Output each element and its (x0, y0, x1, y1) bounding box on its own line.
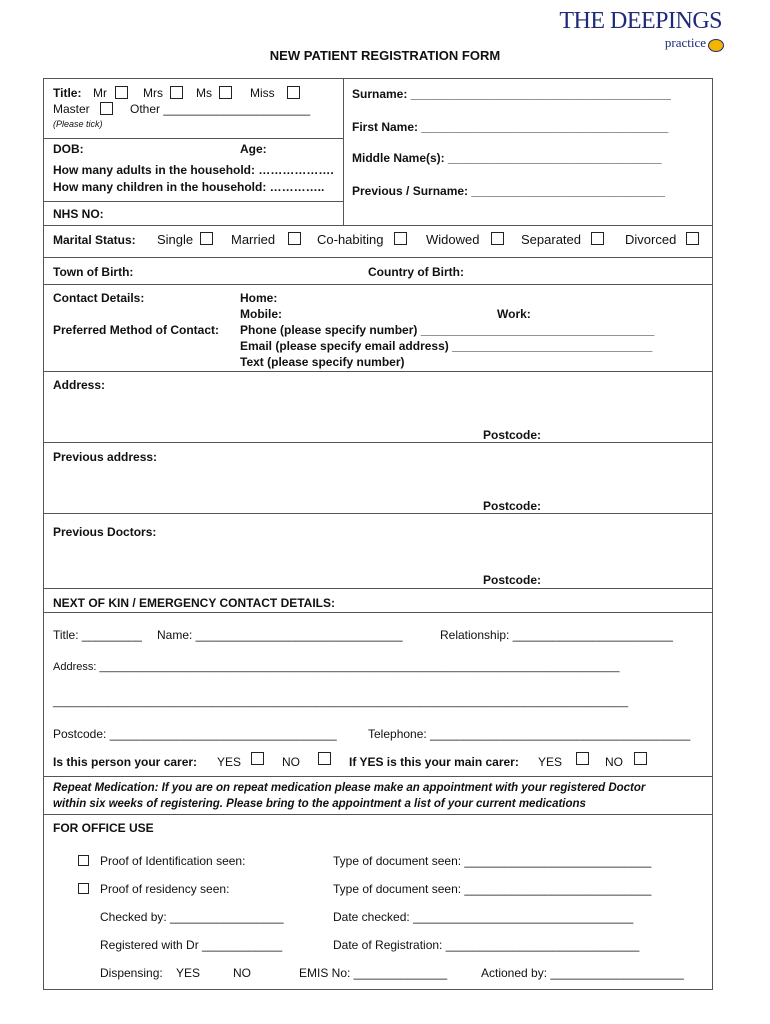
type-document-field-2[interactable]: Type of document seen: ____________________________ (333, 882, 652, 896)
country-of-birth-field[interactable]: Country of Birth: (368, 265, 464, 279)
marital-cohabiting-label: Co-habiting (317, 232, 384, 247)
nhs-no-field[interactable]: NHS NO: (53, 207, 104, 221)
main-carer-no-label: NO (605, 755, 623, 769)
previous-postcode-field[interactable]: Postcode: (483, 499, 542, 513)
marital-separated-label: Separated (521, 232, 581, 247)
title-miss-checkbox[interactable] (287, 86, 300, 99)
divider (43, 225, 713, 226)
dispensing-no-option[interactable]: NO (233, 966, 251, 980)
please-tick-note: (Please tick) (53, 119, 103, 129)
actioned-by-field[interactable]: Actioned by: ____________________ (481, 966, 684, 980)
proof-residency-checkbox[interactable] (78, 883, 89, 894)
proof-residency-label: Proof of residency seen: (100, 882, 230, 896)
divider (43, 257, 713, 258)
next-of-kin-heading: NEXT OF KIN / EMERGENCY CONTACT DETAILS: (53, 596, 336, 610)
repeat-medication-line1: Repeat Medication: If you are on repeat medication please make an appointment with your registered Doctor (53, 782, 646, 794)
nok-title-field[interactable]: Title: _________ (53, 628, 142, 642)
title-miss-label: Miss (250, 86, 275, 100)
title-label: Title: (53, 86, 82, 100)
divider (43, 776, 713, 777)
town-of-birth-field[interactable]: Town of Birth: (53, 265, 134, 279)
marital-divorced-checkbox[interactable] (686, 232, 699, 245)
nok-name-field[interactable]: Name: _______________________________ (157, 628, 403, 642)
divider (43, 513, 713, 514)
surname-field[interactable]: Surname: _______________________________________ (352, 87, 671, 101)
address-field[interactable]: Address: (53, 378, 106, 392)
title-mr-label: Mr (93, 86, 107, 100)
repeat-medication-line2: within six weeks of registering. Please bring to the appointment a list of your current medications (53, 798, 586, 810)
main-carer-no-checkbox[interactable] (634, 752, 647, 765)
previous-surname-field[interactable]: Previous / Surname: _____________________________ (352, 184, 665, 198)
office-use-heading: FOR OFFICE USE (53, 821, 154, 835)
carer-yes-label: YES (217, 755, 242, 769)
first-name-field[interactable]: First Name: _____________________________________ (352, 120, 669, 134)
nok-relationship-field[interactable]: Relationship: ________________________ (440, 628, 673, 642)
address-postcode-field[interactable]: Postcode: (483, 428, 542, 442)
practice-logo (528, 8, 728, 48)
divider (43, 588, 713, 589)
nok-address-field[interactable]: Address: _____________________________________________________________________________________ (53, 661, 620, 673)
divider (43, 284, 713, 285)
divider (43, 814, 713, 815)
divider (43, 612, 713, 613)
date-registration-field[interactable]: Date of Registration: _____________________________ (333, 938, 640, 952)
proof-id-checkbox[interactable] (78, 855, 89, 866)
main-carer-question: If YES is this your main carer: (349, 755, 519, 769)
dispensing-label: Dispensing: (100, 966, 163, 980)
divider (43, 442, 713, 443)
date-checked-field[interactable]: Date checked: _________________________________ (333, 910, 634, 924)
divider (343, 78, 344, 225)
carer-yes-checkbox[interactable] (251, 752, 264, 765)
dob-field[interactable]: DOB: (53, 142, 84, 156)
divider (43, 201, 343, 202)
marital-separated-checkbox[interactable] (591, 232, 604, 245)
divider (43, 138, 343, 139)
marital-cohabiting-checkbox[interactable] (394, 232, 407, 245)
marital-widowed-checkbox[interactable] (491, 232, 504, 245)
mobile-field[interactable]: Mobile: (240, 307, 282, 321)
marital-single-label: Single (157, 232, 194, 247)
adults-field[interactable]: How many adults in the household: ………………. (53, 163, 334, 177)
emis-no-field[interactable]: EMIS No: ______________ (299, 966, 448, 980)
doctors-postcode-field[interactable]: Postcode: (483, 573, 542, 587)
nok-address-line2[interactable]: ______________________________________________________________________________________________ (53, 696, 629, 708)
marital-divorced-label: Divorced (625, 232, 677, 247)
nok-postcode-field[interactable]: Postcode: __________________________________ (53, 727, 337, 741)
marital-widowed-label: Widowed (426, 232, 480, 247)
title-mrs-checkbox[interactable] (170, 86, 183, 99)
type-document-field-1[interactable]: Type of document seen: ____________________________ (333, 854, 652, 868)
marital-single-checkbox[interactable] (200, 232, 213, 245)
title-master-label: Master (53, 102, 90, 116)
title-ms-checkbox[interactable] (219, 86, 232, 99)
marital-married-label: Married (231, 232, 276, 247)
preferred-contact-label: Preferred Method of Contact: (53, 323, 220, 337)
carer-no-checkbox[interactable] (318, 752, 331, 765)
previous-address-field[interactable]: Previous address: (53, 450, 158, 464)
title-mrs-label: Mrs (143, 86, 163, 100)
contact-text-option[interactable]: Text (please specify number) (240, 355, 405, 369)
main-carer-yes-checkbox[interactable] (576, 752, 589, 765)
title-ms-label: Ms (196, 86, 212, 100)
previous-doctors-field[interactable]: Previous Doctors: (53, 525, 157, 539)
marital-status-label: Marital Status: (53, 233, 136, 247)
logo-text: THE DEEPINGS (559, 8, 722, 34)
form-title: NEW PATIENT REGISTRATION FORM (269, 48, 501, 63)
proof-id-label: Proof of Identification seen: (100, 854, 246, 868)
carer-question: Is this person your carer: (53, 755, 198, 769)
nok-telephone-field[interactable]: Telephone: _______________________________________ (368, 727, 691, 741)
work-phone-field[interactable]: Work: (497, 307, 531, 321)
home-phone-field[interactable]: Home: (240, 291, 278, 305)
main-carer-yes-label: YES (538, 755, 563, 769)
carer-no-label: NO (282, 755, 300, 769)
contact-phone-option[interactable]: Phone (please specify number) ___________________________________ (240, 323, 655, 337)
marital-married-checkbox[interactable] (288, 232, 301, 245)
title-master-checkbox[interactable] (100, 102, 113, 115)
checked-by-field[interactable]: Checked by: _________________ (100, 910, 284, 924)
middle-names-field[interactable]: Middle Name(s): ________________________________ (352, 151, 662, 165)
contact-details-label: Contact Details: (53, 291, 145, 305)
children-field[interactable]: How many children in the household: ………….. (53, 180, 325, 194)
contact-email-option[interactable]: Email (please specify email address) ______________________________ (240, 339, 653, 353)
title-other-field[interactable]: Other ______________________ (130, 102, 311, 116)
divider (43, 371, 713, 372)
logo-subtext: practice (664, 35, 706, 50)
dispensing-yes-option[interactable]: YES (176, 966, 201, 980)
age-field[interactable]: Age: (240, 142, 267, 156)
title-mr-checkbox[interactable] (115, 86, 128, 99)
registered-with-field[interactable]: Registered with Dr ____________ (100, 938, 283, 952)
